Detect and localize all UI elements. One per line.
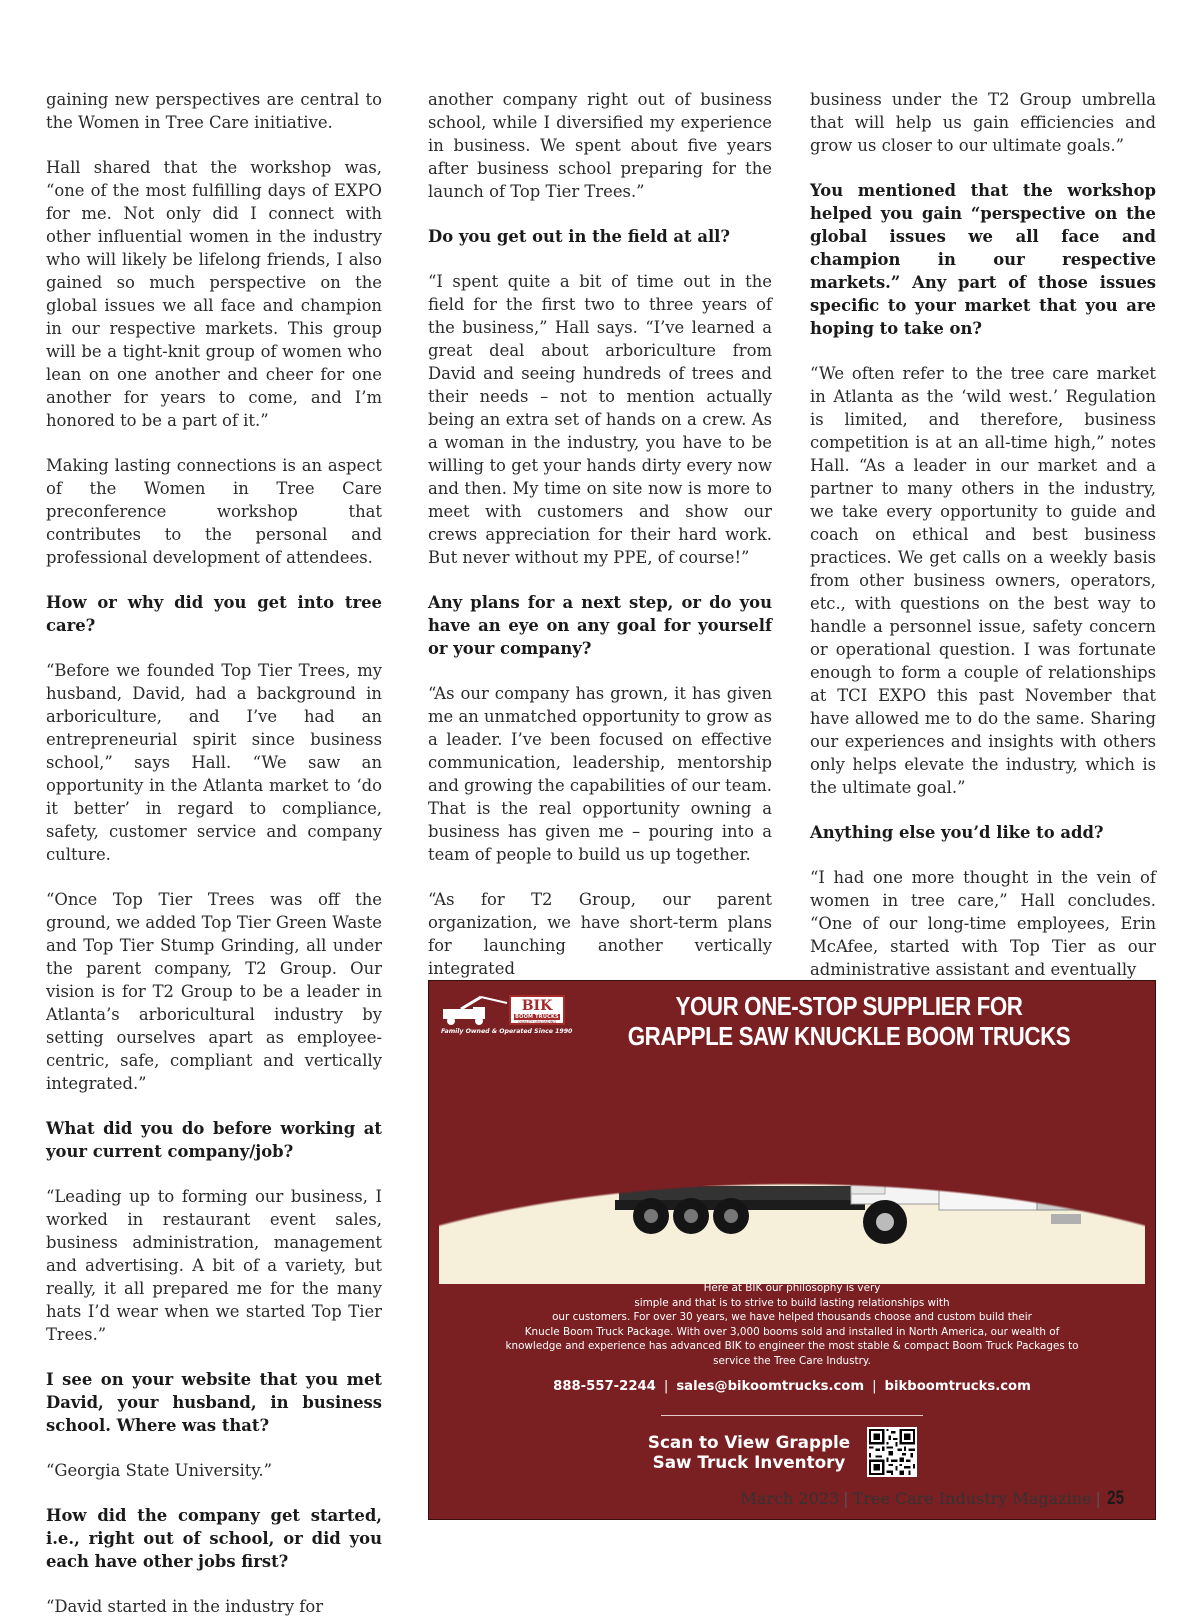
headline-line-2: GRAPPLE SAW KNUCKLE BOOM TRUCKS (627, 1021, 1071, 1051)
interview-question: Anything else you’d like to add? (810, 823, 1104, 842)
paragraph: “I had one more thought in the vein of women in tree care,” Hall concludes. “One of our long-time employees, Erin McAfee, started with Top Tier as our administrative assistant and eventually (810, 868, 1156, 979)
logo-truck-icon (441, 995, 511, 1027)
paragraph: “Once Top Tier Trees was off the ground, we added Top Tier Green Waste and Top Tier Stump Grinding, all under the parent company, T2 Group. Our vision is for T2 Group to be a leader in Atlanta’s arboricultural industry by setting ourselves apart as employee-centric, safe, compliant and vertically integrated.” (46, 890, 382, 1093)
ad-contact-line: 888-557-2244 | sales@bikoomtrucks.com | bikboomtrucks.com (553, 1379, 1031, 1394)
ad-body-line: simple and that is to strive to build lasting relationships with (634, 1296, 950, 1309)
website-link[interactable]: bikboomtrucks.com (884, 1379, 1031, 1394)
paragraph: “As for T2 Group, our parent organization, we have short-term plans for launching another vertically integrated (428, 890, 772, 978)
interview-question: How or why did you get into tree care? (46, 593, 382, 635)
article-column-3 (810, 88, 1156, 981)
phone-number[interactable]: 888-557-2244 (553, 1379, 656, 1394)
page-footer: March 2023 | Tree Care Industry Magazine | 25 (740, 1488, 1124, 1509)
paragraph: “Leading up to forming our business, I worked in restaurant event sales, business administration, management and advertising. A bit of a variety, but really, it all prepared me for the many hats I’d wear when we started Top Tier Trees.” (46, 1187, 382, 1344)
ad-body-line: knowledge and experience has advanced BIK to engineer the most stable & compact Boom Truck Packages to (505, 1340, 1079, 1353)
ad-headline (617, 991, 1081, 1051)
paragraph: “I spent quite a bit of time out in the field for the first two to three years of the business,” Hall says. “I’ve learned a great deal about arboriculture from David and seeing hundreds of trees and their needs – not to mention actually being an extra set of hands on a crew. As a woman in the industry, you have to be willing to get your hands dirty every now and then. My time on site now is more to meet with customers and show our crews appreciation for their hard work. But never without my PPE, of course!” (428, 272, 772, 567)
logo-name: BIK (521, 998, 553, 1014)
magazine-title: Tree Care Industry Magazine (852, 1489, 1092, 1508)
paragraph: Hall shared that the workshop was, “one of the most fulfilling days of EXPO for me. Not only did I connect with other influential women in the industry who will likely be lifelong friends, I also gained so much perspective on the global issues we all face and champion in our respective markets. This group will be a tight-knit group of women who lean on one another and cheer for one another for years to come, and I’m honored to be a part of it.” (46, 158, 382, 430)
truck-photo (439, 1054, 1145, 1284)
paragraph: Making lasting connections is an aspect of the Women in Tree Care preconference workshop that contributes to the personal and professional development of attendees. (46, 456, 382, 567)
ad-body-line: Knucle Boom Truck Package. With over 3,000 booms sold and installed in North America, our wealth of (524, 1325, 1060, 1338)
ad-body-line: service the Tree Care Industry. (713, 1354, 871, 1367)
article-column-2 (428, 88, 772, 980)
scan-cta-line-1: Scan to View Grapple (647, 1432, 851, 1452)
interview-question: I see on your website that you met David, your husband, in business school. Where was that? (46, 1370, 382, 1435)
interview-question: Any plans for a next step, or do you have an eye on any goal for yourself or your company? (428, 593, 772, 658)
interview-question: You mentioned that the workshop helped you gain “perspective on the global issues we all face and champion in our respective markets.” Any part of those issues specific to your market that you are hoping to take on? (810, 181, 1156, 338)
interview-question: How did the company get started, i.e., right out of school, or did you each have other jobs first? (46, 1506, 382, 1571)
page-number: 25 (1106, 1488, 1124, 1509)
email-link[interactable]: sales@bikoomtrucks.com (676, 1379, 865, 1394)
ad-body-line: our customers. For over 30 years, we have helped thousands choose and custom build their (552, 1311, 1032, 1324)
headline-line-1: YOUR ONE-STOP SUPPLIER FOR (675, 991, 1023, 1021)
ad-body-line: Here at BIK our philosophy is very (703, 1282, 881, 1294)
issue-date: March 2023 (740, 1489, 840, 1508)
paragraph: “Before we founded Top Tier Trees, my husband, David, had a background in arboriculture, and I’ve had an entrepreneurial spirit since business school,” says Hall. “We saw an opportunity in the Atlanta market to ‘do it better’ in regard to compliance, safety, customer service and company culture. (46, 661, 382, 864)
paragraph: “We often refer to the tree care market in Atlanta as the ‘wild west.’ Regulation is limited, and therefore, business competition is at an all-time high,” notes Hall. “As a leader in our market and a partner to many others in the industry, we take every opportunity to guide and coach on ethical and best business practices. We get calls on a weekly basis from other business owners, operators, etc., with questions on the best way to handle a personnel issue, safety concern or operational question. I was fortunate enough to form a couple of relationships at TCI EXPO this past November that have allowed me to do the same. Sharing our experiences and insights with others only helps elevate the industry, which is the ultimate goal.” (810, 364, 1156, 797)
logo-subtitle: BOOM TRUCKS (515, 1014, 559, 1020)
bik-advertisement[interactable] (428, 980, 1156, 1520)
logo-tagline: Family Owned & Operated Since 1990 (441, 1028, 573, 1035)
paragraph: “Georgia State University.” (46, 1461, 272, 1480)
ad-divider (661, 1415, 923, 1416)
paragraph: another company right out of business school, while I diversified my experience in business. We spent about five years after business school preparing for the launch of Top Tier Trees.” (428, 90, 772, 201)
scan-cta (633, 1433, 865, 1472)
ad-body-text (469, 1281, 1115, 1369)
qr-code-icon[interactable] (867, 1427, 917, 1477)
paragraph: gaining new perspectives are central to the Women in Tree Care initiative. (46, 90, 382, 132)
logo-badge (509, 995, 565, 1028)
paragraph: business under the T2 Group umbrella that will help us gain efficiencies and grow us closer to our ultimate goals.” (810, 90, 1156, 155)
interview-question: Do you get out in the field at all? (428, 227, 731, 246)
paragraph: “As our company has grown, it has given me an unmatched opportunity to grow as a leader. I’ve been focused on effective communication, leadership, mentorship and growing the capabilities of our team. That is the real opportunity owning a business has given me – pouring into a team of people to build us up together. (428, 684, 772, 864)
boom-truck-illustration (439, 1054, 1145, 1284)
paragraph: “David started in the industry for (46, 1597, 324, 1616)
scan-cta-line-2: Saw Truck Inventory (652, 1451, 846, 1472)
interview-question: What did you do before working at your current company/job? (46, 1119, 382, 1161)
bik-logo (441, 995, 573, 1039)
article-column-1 (46, 88, 382, 1618)
logo-subtitle-small: QUALITY UNLOADING SOLUTIONS (517, 1020, 557, 1028)
